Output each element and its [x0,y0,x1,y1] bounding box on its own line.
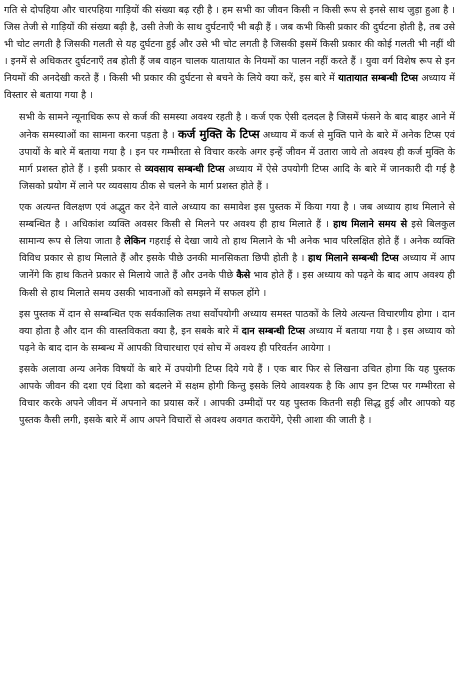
handshake-text-2: इसे बिलकुल सामान्य रूप से लिया जाता है [19,219,455,248]
traffic-tips-title: यातायात सम्बन्धी टिप्स [338,73,418,85]
debt-text-intro: सभी के सामने न्यूनाधिक रूप से कर्ज की समस्या अवश्य रहती है । कर्ज एक ऐसी दलदल है जिसमें फंसने के बाद बाहर आने में अनेक समस्याओं का सामना करना पड़ता है । [19,111,455,141]
handshake-text-3: गहराई से देखा जाये तो हाथ मिलाने के भी अनेक भाव परिलक्षित होते हैं । अनेक व्यक्ति विविध प्रकार से हाथ मिलाते हैं और इसके पीछे उनकी मानसिकता छिपी होती है । [19,236,455,265]
handshake-emphasis-2: लेकिन [124,236,146,248]
handshake-tips-title: हाथ मिलाने सम्बन्धी टिप्स [307,253,399,265]
business-tips-title: व्यवसाय सम्बन्धी टिप्स [144,163,225,175]
closing-text: इसके अलावा अन्य अनेक विषयों के बारे में उपयोगी टिप्स दिये गये हैं । एक बार फिर से लिखना उचित होगा कि यह पुस्तक आपके जीवन की दशा एवं दिशा को बदलने में सक्षम होगी किन्तु इसके लिये आवश्यक है कि आप इन टिप्स पर गम्भीरता से विचार करके अपने जीवन में अपनाने का प्रयास करें । आपकी उम्मीदों पर यह पुस्तक कितनी सही सिद्ध हुई और आपको यह पुस्तक कैसी लगी, इसके बारे में आप अपने विचारों से अवश्य अवगत करायेंगे, ऐसी आशा की जाती है । [19,363,455,427]
paragraph-traffic [4,2,455,105]
donation-text-intro: इस पुस्तक में दान से सम्बन्धित एक सर्वकालिक तथा सर्वोपयोगी अध्याय समस्त पाठकों के लिये अत्यन्त विचारणीय होगा । दान क्या होता है और दान की वास्तविकता क्या है, इन सबके बारे में [19,308,455,337]
handshake-emphasis-1: हाथ मिलाने समय से [333,219,408,231]
paragraph-debt-business [4,109,455,195]
business-text-end: अध्याय में ऐसे उपयोगी टिप्स आदि के बारे में जानकारी दी गई है जिसको प्रयोग में लाने पर व्यवसाय ठीक से चलने के मार्ग प्रशस्त होते हैं । [19,163,455,192]
paragraph-closing [4,361,455,429]
debt-tips-title: कर्ज मुक्ति के टिप्स [177,126,260,141]
handshake-emphasis-3: कैसे [236,270,251,282]
donation-tips-title: दान सम्बन्धी टिप्स [241,325,305,337]
handshake-text-4: अध्याय में आप जानेंगे कि हाथ कितने प्रकार से मिलाये जाते हैं और उनके पीछे [19,253,455,282]
paragraph-handshake [4,199,455,302]
donation-text-end: अध्याय में बताया गया है । इस अध्याय को पढ़ने के बाद दान के सम्बन्ध में आपकी विचारधारा एवं सोच में अवश्य ही परिवर्तन आयेगा । [19,325,455,354]
traffic-text-intro: गति से दोपहिया और चारपहिया गाड़ियों की संख्या बढ़ रही है । हम सभी का जीवन किसी न किसी रूप से इनसे साथ जुड़ा हुआ है । जिस तेजी से गाड़ियों की संख्या बढ़ी है, उसी तेजी के साथ दुर्घटनाएँ भी बढ़ी हैं । जब कभी किसी प्रकार की दुर्घटना होती है, तब उसे भी चोट लगती है जिसकी गलती से यह दुर्घटना हुई और उसे भी चोट लगती है जिसकी इसमें किसी प्रकार की कोई गलती भी नहीं थी । इनमें से अधिकतर दुर्घटनाएँ तब होती हैं जब वाहन चालक यातायात के नियमों का पालन नहीं करते हैं । युवा वर्ग विशेष रूप से इन नियमों की अनदेखी करते हैं । किसी भी प्रकार की दुर्घटना से बचने के लिये क्या करें, इस बारे में [4,5,455,85]
traffic-text-end: अध्याय में विस्तार से बताया गया है । [4,73,455,102]
handshake-text-intro: एक अत्यन्त विलक्षण एवं अद्भुत कर देने वाले अध्याय का समावेश इस पुस्तक में किया गया है । जब अध्याय हाथ मिलाने से सम्बन्धित है । अधिकांश व्यक्ति अवसर किसी से मिलने पर अवश्य ही हाथ मिलाते हैं । [19,202,455,231]
debt-text-middle: अध्याय में कर्ज से मुक्ति पाने के बारे में अनेक टिप्स एवं उपायों के बारे में बताया गया है । इन पर गम्भीरता से विचार करके अगर इन्हें जीवन में उतारा जाये तो अवश्य ही कर्ज मुक्ति के मार्ग प्रशस्त होते हैं । इसी प्रकार से [19,129,455,175]
handshake-text-end: भाव होते हैं । इस अध्याय को पढ़ने के बाद आप अवश्य ही किसी से हाथ मिलाते समय उसकी भावनाओं को समझने में सफल होंगे । [19,270,455,299]
paragraph-donation [4,306,455,357]
